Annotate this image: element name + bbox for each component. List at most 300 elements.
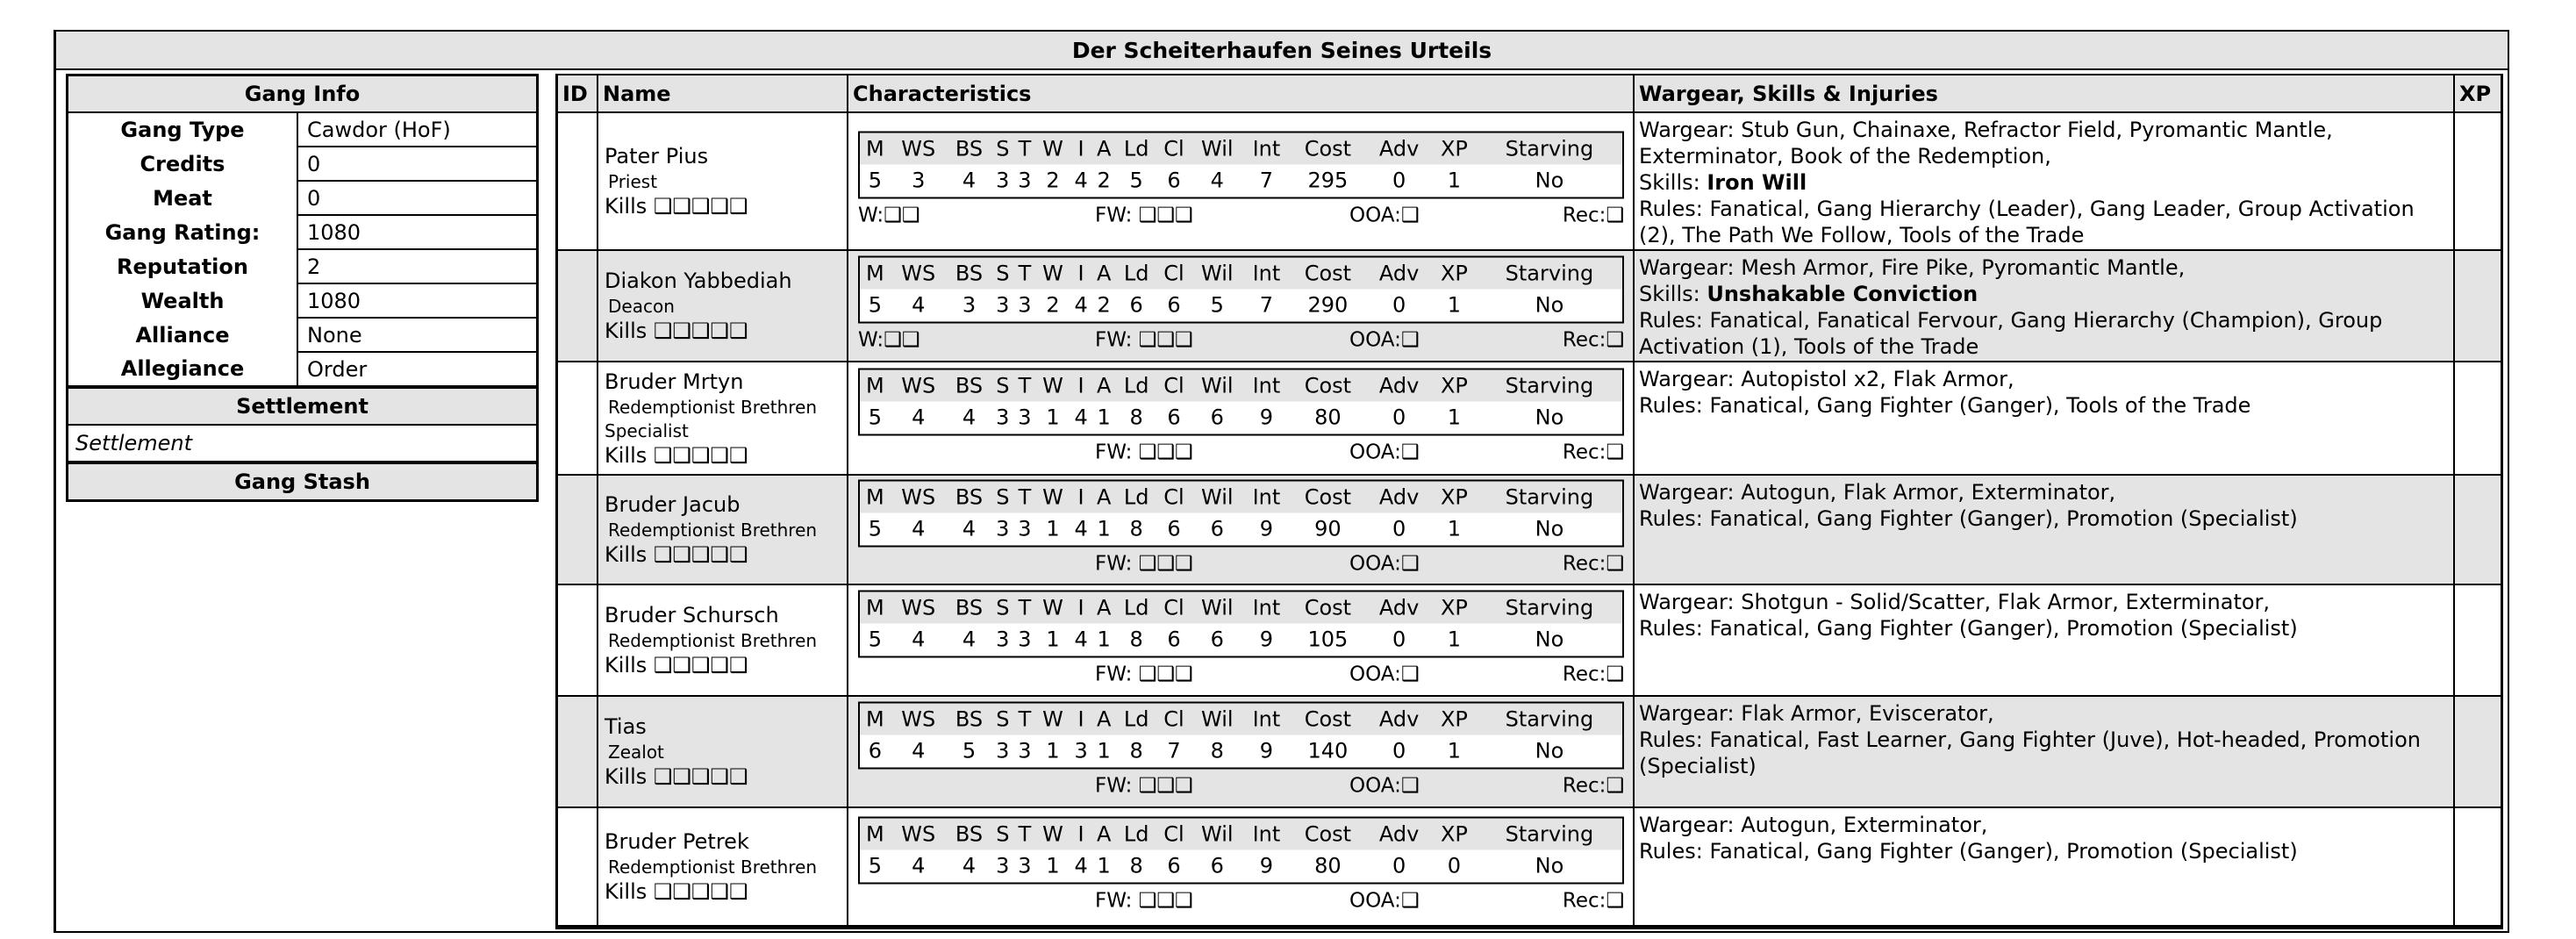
stat-label: W xyxy=(1036,132,1070,164)
stat-label: Int xyxy=(1243,256,1289,289)
gang-title: Der Scheiterhaufen Seines Urteils xyxy=(56,32,2508,70)
characteristics-cell xyxy=(848,476,1635,584)
fighter-type: Redemptionist Brethren xyxy=(608,396,818,418)
stat-value: 3 xyxy=(1013,289,1035,322)
recovery-checkbox[interactable]: Rec:❑ xyxy=(1562,552,1624,575)
fighter-row[interactable] xyxy=(558,362,2501,476)
stat-value: 8 xyxy=(1191,735,1243,768)
fighter-type: Redemptionist Brethren xyxy=(608,630,818,651)
wounds-checkboxes[interactable]: W:❑❑ xyxy=(858,328,920,351)
recovery-checkbox[interactable]: Rec:❑ xyxy=(1562,204,1624,226)
stat-value: 3 xyxy=(1013,401,1035,434)
characteristics-cell xyxy=(848,808,1635,925)
stat-label: Cost xyxy=(1290,480,1367,513)
stat-value: 9 xyxy=(1243,401,1289,434)
stat-value: 4 xyxy=(891,513,947,546)
stat-value: 3 xyxy=(1013,164,1035,197)
stat-value: 8 xyxy=(1116,735,1157,768)
stat-label: A xyxy=(1092,369,1116,401)
stat-value: 1 xyxy=(1092,735,1116,768)
stats-table xyxy=(858,255,1624,323)
stat-value: 4 xyxy=(1070,513,1092,546)
fighter-row[interactable] xyxy=(558,697,2501,808)
stat-label: Cl xyxy=(1157,591,1191,623)
stat-value: 1 xyxy=(1092,401,1116,434)
stat-value: 1 xyxy=(1092,513,1116,546)
fighter-xp xyxy=(2455,251,2495,361)
stat-label: Cost xyxy=(1290,132,1367,164)
kills-checkboxes[interactable]: Kills ❑❑❑❑❑ xyxy=(605,764,748,789)
stat-label: A xyxy=(1092,817,1116,849)
gang-info-value: 1080 xyxy=(297,283,536,318)
gang-info-value: 0 xyxy=(297,181,536,215)
stat-value: 1 xyxy=(1036,401,1070,434)
stat-label: T xyxy=(1013,480,1035,513)
fighter-name[interactable]: Diakon Yabbediah xyxy=(605,269,792,293)
stat-value: 8 xyxy=(1116,623,1157,656)
stat-value: 2 xyxy=(1092,164,1116,197)
fighter-wargear: Wargear: Flak Armor, Eviscerator, xyxy=(1639,701,1994,726)
settlement-value: Settlement xyxy=(68,426,536,464)
stat-value: 6 xyxy=(1157,401,1191,434)
stat-label: I xyxy=(1070,369,1092,401)
stat-value: 3 xyxy=(991,623,1013,656)
stat-value: 1 xyxy=(1036,623,1070,656)
stat-label: WS xyxy=(891,132,947,164)
fighter-rules: Rules: Fanatical, Gang Fighter (Ganger), Promotion (Specialist) xyxy=(1639,616,2298,641)
stat-label: BS xyxy=(947,132,991,164)
stat-label: A xyxy=(1092,702,1116,735)
gang-info-table xyxy=(68,113,536,385)
gang-info-label: Alliance xyxy=(135,322,230,348)
stat-label: Cl xyxy=(1157,369,1191,401)
out-of-action-checkbox[interactable]: OOA:❑ xyxy=(1349,889,1420,912)
stat-label: XP xyxy=(1432,132,1477,164)
kills-checkboxes[interactable]: Kills ❑❑❑❑❑ xyxy=(605,194,748,219)
stat-value: 2 xyxy=(1036,289,1070,322)
stat-label: S xyxy=(991,702,1013,735)
stat-value: 3 xyxy=(947,289,991,322)
stat-label: Adv xyxy=(1366,817,1432,849)
stat-value: 4 xyxy=(891,849,947,883)
stat-label: I xyxy=(1070,480,1092,513)
stat-label: Wil xyxy=(1191,480,1243,513)
flesh-wound-checkboxes[interactable]: FW: ❑❑❑ xyxy=(1095,663,1193,685)
stat-value: 3 xyxy=(1013,849,1035,883)
stat-label: Ld xyxy=(1116,132,1157,164)
fighter-name[interactable]: Bruder Petrek xyxy=(605,829,749,854)
stats-table xyxy=(858,479,1624,547)
stat-value: 1 xyxy=(1036,849,1070,883)
fighter-id xyxy=(558,251,598,361)
out-of-action-checkbox[interactable]: OOA:❑ xyxy=(1349,663,1420,685)
stat-value: 1 xyxy=(1036,513,1070,546)
skill-name: Iron Will xyxy=(1707,170,1807,195)
gang-info-row xyxy=(68,352,536,385)
gang-info-label: Credits xyxy=(140,151,225,176)
stat-value: 3 xyxy=(991,289,1013,322)
flesh-wound-checkboxes[interactable]: FW: ❑❑❑ xyxy=(1095,552,1193,575)
fighter-name-cell xyxy=(598,251,848,361)
stat-value: 6 xyxy=(1157,623,1191,656)
kills-checkboxes[interactable]: Kills ❑❑❑❑❑ xyxy=(605,319,748,343)
flesh-wound-checkboxes[interactable]: FW: ❑❑❑ xyxy=(1095,328,1193,351)
stat-value: 1 xyxy=(1432,401,1477,434)
stat-value: 5 xyxy=(859,164,891,197)
wargear-cell xyxy=(1635,362,2455,474)
skills-label: Skills: xyxy=(1639,170,1707,195)
fighter-xp xyxy=(2455,362,2495,474)
stat-value: 6 xyxy=(1116,289,1157,322)
wargear-cell xyxy=(1635,808,2455,925)
characteristics-cell xyxy=(848,251,1635,361)
gang-info-label: Gang Type xyxy=(120,118,245,142)
fighter-specialty: Specialist xyxy=(605,419,689,441)
stat-label: Adv xyxy=(1366,132,1432,164)
gang-info-value: Cawdor (HoF) xyxy=(297,113,536,147)
stat-label: A xyxy=(1092,591,1116,623)
fighter-type: Zealot xyxy=(608,742,664,763)
fighter-name-cell xyxy=(598,808,848,925)
flesh-wound-checkboxes[interactable]: FW: ❑❑❑ xyxy=(1095,889,1193,912)
stat-label: S xyxy=(991,480,1013,513)
gang-info-row xyxy=(68,147,536,181)
stat-label: W xyxy=(1036,817,1070,849)
characteristics-cell xyxy=(848,585,1635,695)
fighter-id xyxy=(558,585,598,695)
stat-label: XP xyxy=(1432,256,1477,289)
stat-label: A xyxy=(1092,256,1116,289)
stat-label: Adv xyxy=(1366,256,1432,289)
stat-value: 105 xyxy=(1290,623,1367,656)
stats-table xyxy=(858,131,1624,198)
kills-checkboxes[interactable]: Kills ❑❑❑❑❑ xyxy=(605,542,748,567)
fighter-table xyxy=(555,74,2503,929)
stat-label: M xyxy=(859,591,891,623)
out-of-action-checkbox[interactable]: OOA:❑ xyxy=(1349,552,1420,575)
stat-value: 3 xyxy=(991,513,1013,546)
stat-label: Adv xyxy=(1366,369,1432,401)
flesh-wound-checkboxes[interactable]: FW: ❑❑❑ xyxy=(1095,204,1193,226)
fighter-skills xyxy=(1639,169,2448,196)
recovery-checkbox[interactable]: Rec:❑ xyxy=(1562,328,1624,351)
stat-value: 4 xyxy=(1191,164,1243,197)
stat-label: Wil xyxy=(1191,256,1243,289)
fighter-row[interactable] xyxy=(558,476,2501,585)
stat-value: 5 xyxy=(859,401,891,434)
stat-label: Cost xyxy=(1290,817,1367,849)
stat-label: XP xyxy=(1432,591,1477,623)
stat-value: 5 xyxy=(859,513,891,546)
stat-value: 6 xyxy=(1191,513,1243,546)
stat-value: 1 xyxy=(1092,623,1116,656)
stat-label: Wil xyxy=(1191,369,1243,401)
stat-label: T xyxy=(1013,702,1035,735)
stat-value: 4 xyxy=(891,623,947,656)
stat-value: 0 xyxy=(1366,623,1432,656)
stat-label: Cl xyxy=(1157,817,1191,849)
fighter-wargear: Wargear: Mesh Armor, Fire Pike, Pyromantic Mantle, xyxy=(1639,255,2186,280)
stat-label: Cl xyxy=(1157,256,1191,289)
gang-info-value: Order xyxy=(297,352,536,385)
stat-value: 0 xyxy=(1366,513,1432,546)
stat-label: W xyxy=(1036,369,1070,401)
stat-value: 8 xyxy=(1116,849,1157,883)
stat-value: 295 xyxy=(1290,164,1367,197)
stat-label: Starving xyxy=(1477,702,1623,735)
stat-label: Ld xyxy=(1116,817,1157,849)
stat-label: W xyxy=(1036,480,1070,513)
stat-label: Adv xyxy=(1366,702,1432,735)
recovery-checkbox[interactable]: Rec:❑ xyxy=(1562,774,1624,797)
kills-checkboxes[interactable]: Kills ❑❑❑❑❑ xyxy=(605,653,748,677)
stat-label: Ld xyxy=(1116,591,1157,623)
column-header-xp: XP xyxy=(2459,81,2492,106)
fighter-type: Redemptionist Brethren xyxy=(608,520,818,541)
stat-label: Starving xyxy=(1477,480,1623,513)
kills-checkboxes[interactable]: Kills ❑❑❑❑❑ xyxy=(605,442,748,468)
stat-label: Wil xyxy=(1191,591,1243,623)
fighter-id xyxy=(558,808,598,925)
stat-label: S xyxy=(991,591,1013,623)
stat-value: 3 xyxy=(991,401,1013,434)
status-flags xyxy=(858,884,1624,917)
stat-value: 8 xyxy=(1116,401,1157,434)
stat-value: No xyxy=(1477,623,1623,656)
stat-value: 1 xyxy=(1432,623,1477,656)
stat-label: WS xyxy=(891,702,947,735)
stat-label: WS xyxy=(891,817,947,849)
gang-info-label: Reputation xyxy=(117,254,248,279)
gang-info-header: Gang Info xyxy=(68,76,536,113)
stat-value: No xyxy=(1477,513,1623,546)
stat-value: 6 xyxy=(859,735,891,768)
fighter-name[interactable]: Bruder Schursch xyxy=(605,603,779,627)
stat-label: Cost xyxy=(1290,256,1367,289)
gang-info-row xyxy=(68,283,536,318)
fighter-rules: Rules: Fanatical, Gang Fighter (Ganger), Promotion (Specialist) xyxy=(1639,839,2298,864)
out-of-action-checkbox[interactable]: OOA:❑ xyxy=(1349,204,1420,226)
characteristics-cell xyxy=(848,113,1635,249)
fighter-type: Deacon xyxy=(608,296,675,317)
stat-value: 1 xyxy=(1432,513,1477,546)
column-header-characteristics: Characteristics xyxy=(848,75,1635,111)
recovery-checkbox[interactable]: Rec:❑ xyxy=(1562,663,1624,685)
stat-value: 9 xyxy=(1243,623,1289,656)
gang-info-row xyxy=(68,215,536,249)
stat-value: 7 xyxy=(1243,164,1289,197)
fighter-name-cell xyxy=(598,697,848,806)
fighter-name-cell xyxy=(598,476,848,584)
stat-value: 4 xyxy=(1070,401,1092,434)
fighter-id xyxy=(558,362,598,474)
flesh-wound-checkboxes[interactable]: FW: ❑❑❑ xyxy=(1095,441,1193,463)
stat-value: 8 xyxy=(1116,513,1157,546)
stat-label: W xyxy=(1036,256,1070,289)
stat-label: T xyxy=(1013,817,1035,849)
fighter-skills xyxy=(1639,281,2448,307)
gang-info-row xyxy=(68,318,536,352)
fighter-wargear: Wargear: Autogun, Flak Armor, Exterminator, xyxy=(1639,480,2116,505)
fighter-wargear: Wargear: Autopistol x2, Flak Armor, xyxy=(1639,367,2014,391)
stat-label: Int xyxy=(1243,702,1289,735)
fighter-id xyxy=(558,113,598,249)
stat-value: 5 xyxy=(1116,164,1157,197)
stat-value: 3 xyxy=(991,735,1013,768)
fighter-row[interactable] xyxy=(558,585,2501,697)
gang-info-label: Allegiance xyxy=(120,356,245,381)
flesh-wound-checkboxes[interactable]: FW: ❑❑❑ xyxy=(1095,774,1193,797)
out-of-action-checkbox[interactable]: OOA:❑ xyxy=(1349,774,1420,797)
stat-value: 7 xyxy=(1243,289,1289,322)
stat-label: Starving xyxy=(1477,369,1623,401)
stat-value: 5 xyxy=(859,849,891,883)
gang-info-value: 0 xyxy=(297,147,536,181)
stat-value: 0 xyxy=(1366,849,1432,883)
stat-value: 4 xyxy=(891,289,947,322)
stats-table xyxy=(858,590,1624,657)
fighter-rules: Rules: Fanatical, Fast Learner, Gang Fighter (Juve), Hot-headed, Promotion (Specialist) xyxy=(1639,728,2421,778)
stat-value: 4 xyxy=(1070,164,1092,197)
status-flags xyxy=(858,435,1624,469)
stat-label: Int xyxy=(1243,132,1289,164)
gang-info-value: 2 xyxy=(297,249,536,283)
stat-label: S xyxy=(991,256,1013,289)
stat-value: 9 xyxy=(1243,849,1289,883)
stat-value: 3 xyxy=(1013,623,1035,656)
stat-value: 6 xyxy=(1157,849,1191,883)
fighter-name[interactable]: Tias xyxy=(605,714,647,739)
gang-info-panel xyxy=(66,74,539,502)
stat-label: A xyxy=(1092,132,1116,164)
fighter-id xyxy=(558,697,598,806)
stat-label: Cl xyxy=(1157,702,1191,735)
stat-value: 7 xyxy=(1157,735,1191,768)
fighter-wargear: Wargear: Shotgun - Solid/Scatter, Flak Armor, Exterminator, xyxy=(1639,590,2271,614)
stat-label: I xyxy=(1070,817,1092,849)
stat-label: I xyxy=(1070,256,1092,289)
stat-value: 140 xyxy=(1290,735,1367,768)
wargear-cell xyxy=(1635,697,2455,806)
status-flags xyxy=(858,198,1624,232)
fighter-rules: Rules: Fanatical, Fanatical Fervour, Gang Hierarchy (Champion), Group Activation (1), Tools of the Trade xyxy=(1639,308,2383,359)
stat-value: No xyxy=(1477,401,1623,434)
kills-checkboxes[interactable]: Kills ❑❑❑❑❑ xyxy=(605,879,748,904)
fighter-xp xyxy=(2455,808,2495,925)
stat-label: M xyxy=(859,369,891,401)
stat-label: I xyxy=(1070,132,1092,164)
gang-stash-header[interactable]: Gang Stash xyxy=(68,464,536,499)
fighter-name-cell xyxy=(598,585,848,695)
stat-label: T xyxy=(1013,591,1035,623)
wounds-checkboxes[interactable]: W:❑❑ xyxy=(858,204,920,226)
stat-label: M xyxy=(859,256,891,289)
settlement-header: Settlement xyxy=(68,385,536,426)
recovery-checkbox[interactable]: Rec:❑ xyxy=(1562,441,1624,463)
stat-value: 6 xyxy=(1191,623,1243,656)
stat-label: T xyxy=(1013,369,1035,401)
fighter-rules: Rules: Fanatical, Gang Fighter (Ganger), Promotion (Specialist) xyxy=(1639,506,2298,531)
fighter-row[interactable] xyxy=(558,113,2501,251)
out-of-action-checkbox[interactable]: OOA:❑ xyxy=(1349,328,1420,351)
status-flags xyxy=(858,323,1624,356)
stats-table xyxy=(858,368,1624,435)
skill-name: Unshakable Conviction xyxy=(1707,282,1979,306)
stat-value: 4 xyxy=(947,513,991,546)
stat-value: 3 xyxy=(1013,735,1035,768)
stat-value: 0 xyxy=(1366,164,1432,197)
stats-table xyxy=(858,816,1624,884)
stat-value: 2 xyxy=(1092,289,1116,322)
out-of-action-checkbox[interactable]: OOA:❑ xyxy=(1349,441,1420,463)
recovery-checkbox[interactable]: Rec:❑ xyxy=(1562,889,1624,912)
fighter-table-header xyxy=(558,75,2501,113)
stats-table xyxy=(858,701,1624,769)
stat-value: No xyxy=(1477,289,1623,322)
stat-label: Starving xyxy=(1477,591,1623,623)
gang-info-row xyxy=(68,181,536,215)
stat-label: BS xyxy=(947,256,991,289)
stat-label: W xyxy=(1036,591,1070,623)
fighter-wargear: Wargear: Autogun, Exterminator, xyxy=(1639,813,1988,837)
stat-value: 90 xyxy=(1290,513,1367,546)
stat-value: 6 xyxy=(1191,849,1243,883)
gang-info-value: None xyxy=(297,318,536,352)
stat-label: W xyxy=(1036,702,1070,735)
stat-value: 2 xyxy=(1036,164,1070,197)
stat-value: 4 xyxy=(947,164,991,197)
fighter-name[interactable]: Bruder Jacub xyxy=(605,492,741,517)
gang-info-label: Wealth xyxy=(140,288,225,313)
stat-value: 4 xyxy=(947,849,991,883)
stat-label: BS xyxy=(947,817,991,849)
stat-label: Starving xyxy=(1477,817,1623,849)
stat-value: 1 xyxy=(1432,164,1477,197)
stat-label: S xyxy=(991,369,1013,401)
stat-value: 4 xyxy=(947,623,991,656)
fighter-type: Priest xyxy=(608,171,658,192)
wargear-cell xyxy=(1635,113,2455,249)
stat-label: XP xyxy=(1432,702,1477,735)
stat-label: XP xyxy=(1432,369,1477,401)
wargear-cell xyxy=(1635,585,2455,695)
gang-info-label: Meat xyxy=(153,185,212,211)
stat-label: Starving xyxy=(1477,256,1623,289)
status-flags xyxy=(858,657,1624,691)
stat-label: Cl xyxy=(1157,480,1191,513)
gang-roster-sheet xyxy=(54,30,2509,933)
stat-value: 0 xyxy=(1366,289,1432,322)
fighter-row[interactable] xyxy=(558,251,2501,362)
stat-label: I xyxy=(1070,702,1092,735)
gang-info-row xyxy=(68,113,536,147)
stat-label: Wil xyxy=(1191,817,1243,849)
stat-label: Int xyxy=(1243,817,1289,849)
fighter-name[interactable]: Bruder Mrtyn xyxy=(605,369,744,394)
stat-label: M xyxy=(859,702,891,735)
stat-value: 3 xyxy=(1070,735,1092,768)
stat-label: Int xyxy=(1243,480,1289,513)
stat-value: 0 xyxy=(1366,401,1432,434)
stat-value: 0 xyxy=(1366,735,1432,768)
stat-value: No xyxy=(1477,849,1623,883)
fighter-xp xyxy=(2455,697,2495,806)
stat-value: 1 xyxy=(1092,849,1116,883)
fighter-row[interactable] xyxy=(558,808,2501,925)
stat-label: Starving xyxy=(1477,132,1623,164)
fighter-id xyxy=(558,476,598,584)
fighter-name[interactable]: Pater Pius xyxy=(605,144,709,168)
